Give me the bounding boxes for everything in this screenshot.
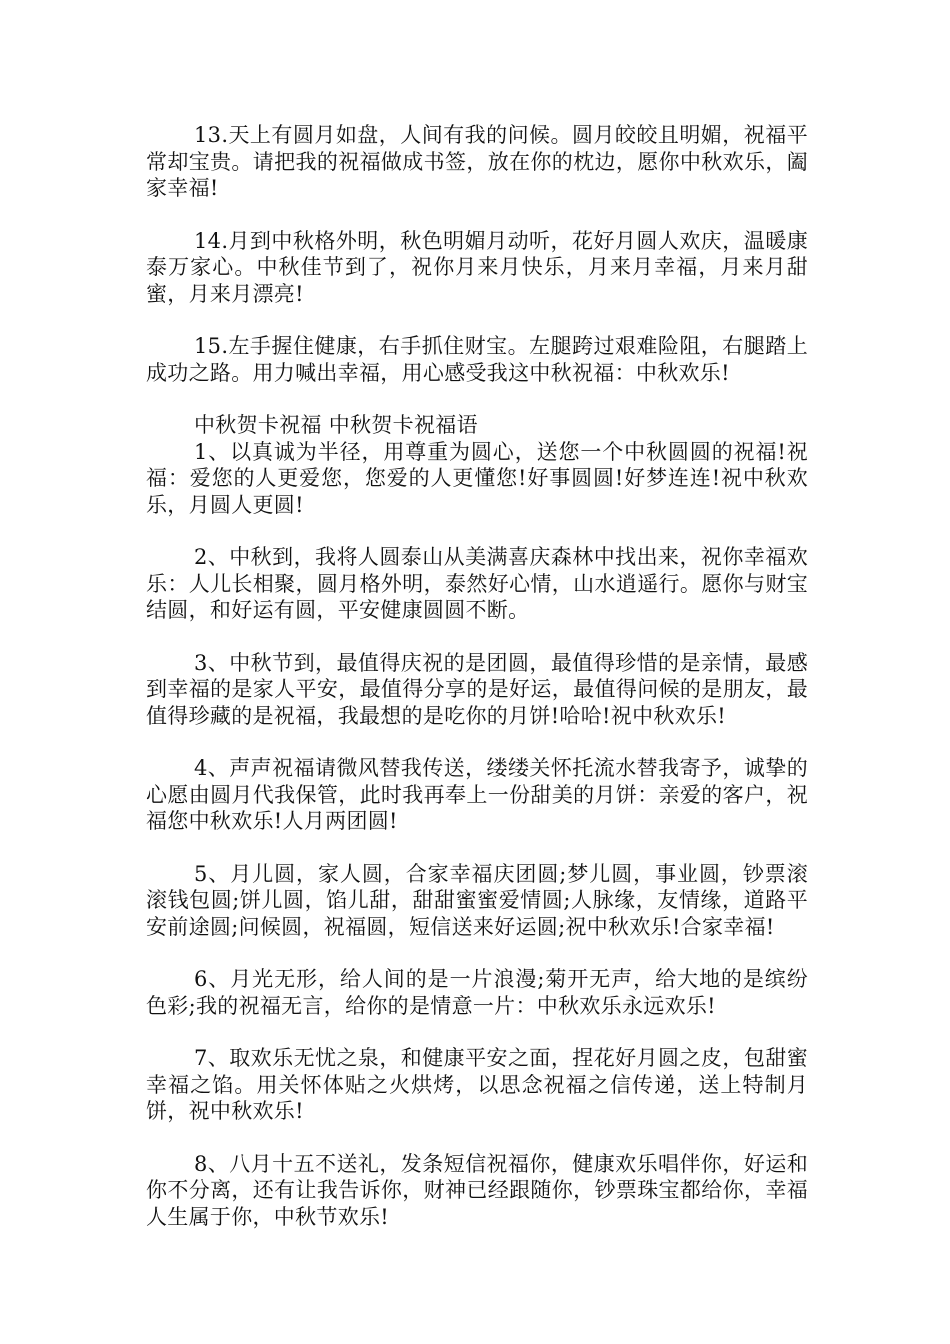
wish-item-4: 4、声声祝福请微风替我传送，缕缕关怀托流水替我寄予，诚挚的心愿由圆月代我保管，此时我再奉上一份甜美的月饼：亲爱的客户，祝福您中秋欢乐!人月两团圆! [146, 756, 808, 833]
wish-item-7: 7、取欢乐无忧之泉，和健康平安之面，捏花好月圆之皮，包甜蜜幸福之馅。用关怀体贴之火烘烤，以思念祝福之信传递，送上特制月饼，祝中秋欢乐! [146, 1046, 808, 1123]
paragraph-13: 13.天上有圆月如盘，人间有我的问候。圆月皎皎且明媚，祝福平常却宝贵。请把我的祝福做成书签，放在你的枕边，愿你中秋欢乐，阖家幸福! [146, 123, 808, 200]
wish-item-6: 6、月光无形，给人间的是一片浪漫;菊开无声，给大地的是缤纷色彩;我的祝福无言，给你的是情意一片：中秋欢乐永远欢乐! [146, 967, 808, 1018]
wish-item-5: 5、月儿圆，家人圆，合家幸福庆团圆;梦儿圆，事业圆，钞票滚滚钱包圆;饼儿圆，馅儿甜，甜甜蜜蜜爱情圆;人脉缘，友情缘，道路平安前途圆;问候圆，祝福圆，短信送来好运圆;祝中秋欢乐!合家幸福! [146, 861, 808, 939]
section-heading: 中秋贺卡祝福 中秋贺卡祝福语 [194, 413, 478, 437]
paragraph-15: 15.左手握住健康，右手抓住财宝。左腿跨过艰难险阻，右腿踏上成功之路。用力喊出幸福，用心感受我这中秋祝福：中秋欢乐! [146, 334, 808, 385]
paragraph-14: 14.月到中秋格外明，秋色明媚月动听，花好月圆人欢庆，温暖康泰万家心。中秋佳节到了，祝你月来月快乐，月来月幸福，月来月甜蜜，月来月漂亮! [146, 228, 808, 306]
document-page [146, 122, 808, 1256]
wish-item-2: 2、中秋到，我将人圆泰山从美满喜庆森林中找出来，祝你幸福欢乐：人儿长相聚，圆月格外明，泰然好心情，山水逍遥行。愿你与财宝结圆，和好运有圆，平安健康圆圆不断。 [146, 545, 808, 622]
wish-item-8: 8、八月十五不送礼，发条短信祝福你，健康欢乐唱伴你，好运和你不分离，还有让我告诉你，财神已经跟随你，钞票珠宝都给你，幸福人生属于你，中秋节欢乐! [146, 1151, 808, 1229]
wish-item-1: 1、以真诚为半径，用尊重为圆心，送您一个中秋圆圆的祝福!祝福：爱您的人更爱您，您爱的人更懂您!好事圆圆!好梦连连!祝中秋欢乐，月圆人更圆! [146, 439, 808, 517]
wish-item-3: 3、中秋节到，最值得庆祝的是团圆，最值得珍惜的是亲情，最感到幸福的是家人平安，最值得分享的是好运，最值得问候的是朋友，最值得珍藏的是祝福，我最想的是吃你的月饼!哈哈!祝中秋欢乐! [146, 650, 808, 728]
